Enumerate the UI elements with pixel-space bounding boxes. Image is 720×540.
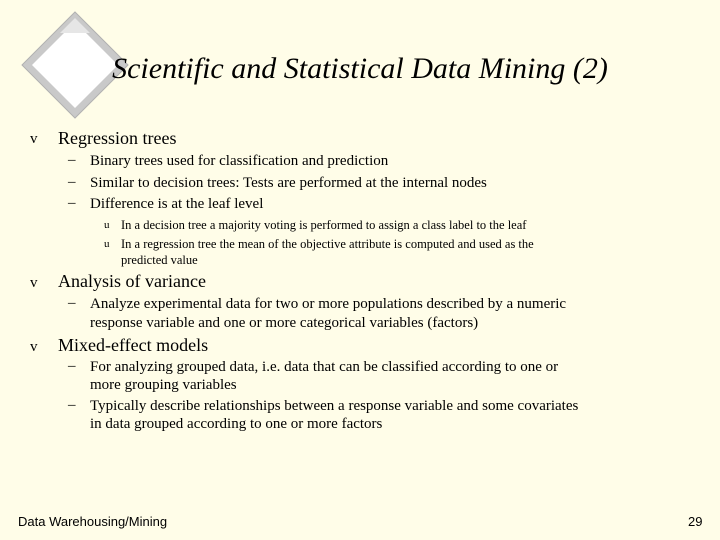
bullet-icon: v xyxy=(30,275,38,291)
list-item: Typically describe relationships between a response variable and some covariates xyxy=(90,398,579,414)
list-item-continuation: more grouping variables xyxy=(90,377,237,393)
list-item: Binary trees used for classification and prediction xyxy=(90,153,389,169)
dash-icon: – xyxy=(68,295,76,311)
bullet-icon: v xyxy=(30,339,38,355)
diamond-bullet-icon: u xyxy=(104,238,110,250)
list-item-continuation: in data grouped according to one or more factors xyxy=(90,416,383,432)
section-heading: Regression trees xyxy=(58,128,177,148)
footer-course-title: Data Warehousing/Mining xyxy=(18,514,168,529)
sub-list-item: In a regression tree the mean of the objective attribute is computed and used as the xyxy=(121,237,534,251)
list-item-continuation: response variable and one or more categorical variables (factors) xyxy=(90,315,479,331)
dash-icon: – xyxy=(68,358,76,374)
sub-list-item: In a decision tree a majority voting is performed to assign a class label to the leaf xyxy=(121,218,527,232)
list-item: Analyze experimental data for two or more populations described by a numeric xyxy=(90,296,567,312)
diamond-bullet-icon: u xyxy=(104,219,110,231)
dash-icon: – xyxy=(68,397,76,413)
list-item: For analyzing grouped data, i.e. data that can be classified according to one or xyxy=(90,359,559,375)
bullet-icon: v xyxy=(30,131,38,147)
list-item: Similar to decision trees: Tests are performed at the internal nodes xyxy=(90,175,487,191)
dash-icon: – xyxy=(68,152,76,168)
sub-list-item-continuation: predicted value xyxy=(121,253,198,267)
dash-icon: – xyxy=(68,174,76,190)
section-heading: Analysis of variance xyxy=(58,271,206,291)
section-heading: Mixed-effect models xyxy=(58,335,209,355)
dash-icon: – xyxy=(68,195,76,211)
list-item: Difference is at the leaf level xyxy=(90,196,264,212)
page-number: 29 xyxy=(688,514,703,529)
slide-title: Scientific and Statistical Data Mining (2) xyxy=(112,52,608,85)
